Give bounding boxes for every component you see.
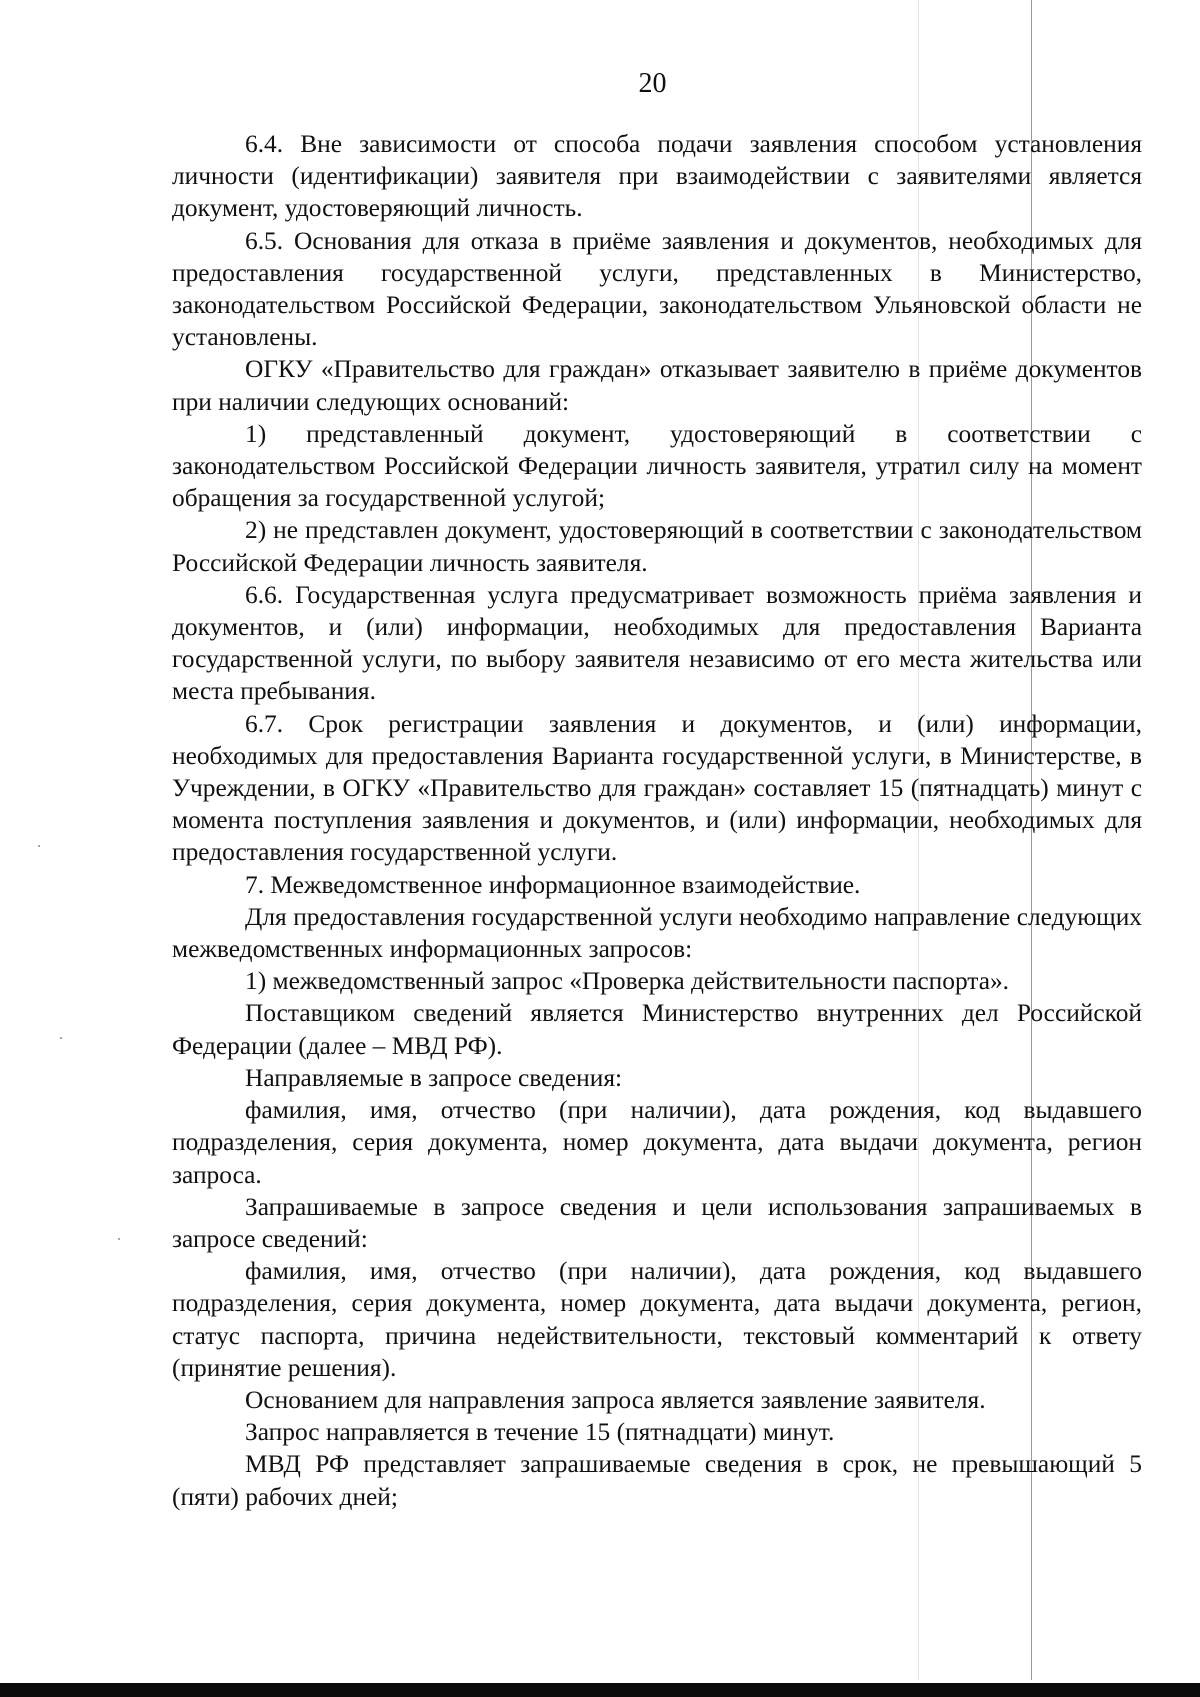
paragraph-6-7: 6.7. Срок регистрации заявления и документов, и (или) информации, необходимых для предоставления Варианта государственной услуги, в Министерстве, в Учреждении, в ОГКУ «Правительство для граждан» составляет 15 (пятнадцать) минут с момента поступления заявления и документов, и (или) информации, необходимых для предоставления государственной услуги.	[172, 709, 1142, 867]
paragraph-request-basis: Основанием для направления запроса является заявление заявителя.	[245, 1385, 986, 1414]
paragraph-requests-intro: Для предоставления государственной услуги необходимо направление следующих межведомственных информационных запросов:	[172, 902, 1142, 964]
paragraph-provider: Поставщиком сведений является Министерство внутренних дел Российской Федерации (далее – МВД РФ).	[172, 999, 1142, 1060]
scan-bottom-edge	[0, 1683, 1200, 1697]
paragraph-sent-data-heading: Направляемые в запросе сведения:	[245, 1063, 623, 1092]
paragraph-refusal-item-1: 1) представленный документ, удостоверяющий в соответствии с законодательством Российской Федерации личность заявителя, утратил силу на момент обращения за государственной услугой;	[172, 419, 1142, 513]
scan-speck	[60, 1037, 62, 1039]
paragraph-6-5: 6.5. Основания для отказа в приёме заявления и документов, необходимых для предоставления государственной услуги, представленных в Министерство, законодательством Российской Федерации, законодательством Ульяновской области не установлены.	[172, 226, 1142, 352]
scan-speck	[38, 845, 40, 847]
paragraph-requested-data-heading: Запрашиваемые в запросе сведения и цели использования запрашиваемых в запросе сведений:	[172, 1192, 1142, 1253]
scan-speck	[118, 1238, 120, 1240]
paragraph-sent-data-list: фамилия, имя, отчество (при наличии), дата рождения, код выдавшего подразделения, серия документа, номер документа, дата выдачи документа, регион запроса.	[172, 1096, 1142, 1189]
page-number: 20	[638, 68, 667, 99]
paragraph-6-6: 6.6. Государственная услуга предусматривает возможность приёма заявления и документов, и (или) информации, необходимых для предоставления Варианта государственной услуги, по выбору заявителя независимо от его места жительства или места пребывания.	[172, 580, 1142, 706]
paragraph-requested-data-list: фамилия, имя, отчество (при наличии), дата рождения, код выдавшего подразделения, серия документа, номер документа, дата выдачи документа, регион, статус паспорта, причина недействительности, текстовый комментарий к ответу (принятие решения).	[172, 1257, 1142, 1382]
paragraph-request-timing: Запрос направляется в течение 15 (пятнадцати) минут.	[245, 1418, 835, 1447]
paragraph-refusal-item-2: 2) не представлен документ, удостоверяющий в соответствии с законодательством Российской Федерации личность заявителя.	[172, 516, 1142, 577]
section-7-heading: 7. Межведомственное информационное взаимодействие.	[245, 870, 861, 899]
paragraph-6-4: 6.4. Вне зависимости от способа подачи заявления способом установления личности (идентификации) заявителя при взаимодействии с заявителями является документ, удостоверяющий личность.	[172, 130, 1142, 223]
paragraph-request-1: 1) межведомственный запрос «Проверка действительности паспорта».	[245, 967, 1010, 996]
paragraph-response-timing: МВД РФ представляет запрашиваемые сведения в срок, не превышающий 5 (пяти) рабочих дней;	[172, 1450, 1142, 1511]
paragraph-refusal-intro: ОГКУ «Правительство для граждан» отказывает заявителю в приёме документов при наличии следующих оснований:	[172, 355, 1142, 416]
document-body	[172, 128, 1142, 1513]
